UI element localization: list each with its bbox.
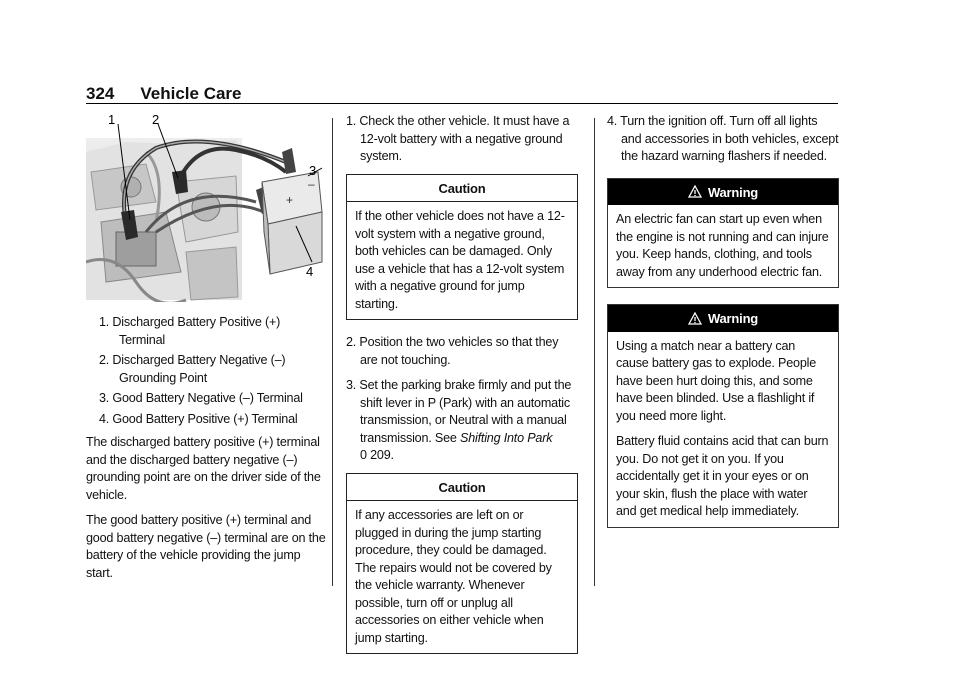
callout-3: 3 (309, 163, 317, 178)
warning-header (608, 305, 838, 332)
step-1: 1. Check the other vehicle. It must have a 12-volt battery with a negative ground system. (346, 114, 570, 163)
caution-box (346, 473, 578, 655)
step-3-text: 3. Set the parking brake firmly and put the shift lever in P (Park) with an automatic transmission, or Neutral with a manual transmission. See (346, 378, 572, 445)
callout-4: 4 (306, 264, 314, 279)
section-title: Vehicle Care (140, 84, 242, 103)
warning-box (607, 304, 839, 528)
caution-body: If any accessories are left on or plugged in during the jump starting procedure, they could be damaged. The repairs would not be covered by the vehicle warranty. Whenever possible, turn off or unplug all accessories on either vehicle when jump starting. (355, 508, 552, 645)
caution-box (346, 174, 578, 321)
page-header (86, 84, 242, 104)
caution-body: If the other vehicle does not have a 12-volt system with a negative ground, both vehicles can be damaged. Only use a vehicle that has a 12-volt system with a negative ground for jump starting. (355, 209, 565, 311)
header-rule (86, 103, 838, 104)
warning-header (608, 179, 838, 206)
page-number: 324 (86, 84, 115, 103)
legend-item: 4. Good Battery Positive (+) Terminal (99, 411, 298, 426)
warning-paragraph: Battery fluid contains acid that can burn you. Do not get it on you. If you accidentally get it in your eyes or on your skin, flush the place with water and get medical help immediately. (616, 434, 829, 518)
figure-legend (86, 314, 326, 428)
body-paragraph: The good battery positive (+) terminal and good battery negative (–) terminal are on the battery of the vehicle providing the jump start. (86, 513, 326, 580)
svg-text:+: + (286, 193, 294, 207)
caution-title: Caution (347, 175, 577, 203)
caution-title: Caution (347, 474, 577, 502)
callout-2: 2 (152, 112, 160, 127)
column-divider (332, 118, 333, 586)
column-1 (86, 300, 326, 590)
column-divider (594, 118, 595, 586)
warning-body: An electric fan can start up even when the engine is not running and can injure you. Keep hands, clothing, and tools away from any underhood electric fan. (616, 212, 829, 279)
legend-item: 2. Discharged Battery Negative (–) Grounding Point (99, 353, 286, 385)
warning-body (608, 332, 838, 527)
page-reference[interactable]: 0 209. (360, 448, 394, 462)
warning-icon (688, 312, 702, 326)
cross-reference-link[interactable]: Shifting Into Park (460, 430, 553, 445)
svg-text:–: – (308, 177, 315, 191)
warning-title: Warning (707, 184, 759, 200)
warning-title: Warning (707, 311, 759, 326)
warning-paragraph: Using a match near a battery can cause battery gas to explode. People have been hurt doing this, and some have been blinded. Use a flashlight if you need more light. (616, 338, 817, 423)
jump-start-illustration (86, 112, 330, 302)
legend-item: 1. Discharged Battery Positive (+) Terminal (99, 315, 281, 347)
legend-item: 3. Good Battery Negative (–) Terminal (99, 391, 303, 405)
warning-icon (688, 185, 702, 199)
column-2 (346, 113, 578, 668)
callout-1: 1 (108, 112, 116, 127)
warning-box (607, 178, 839, 289)
step-3 (346, 377, 578, 465)
body-paragraph: The discharged battery positive (+) terminal and the discharged battery negative (–) grounding point are on the driver side of the vehicle. (86, 435, 321, 502)
step-4: 4. Turn the ignition off. Turn off all lights and accessories in both vehicles, except the hazard warning flashers if needed. (607, 114, 839, 163)
column-3 (607, 113, 839, 542)
step-2: 2. Position the two vehicles so that they are not touching. (346, 335, 559, 367)
